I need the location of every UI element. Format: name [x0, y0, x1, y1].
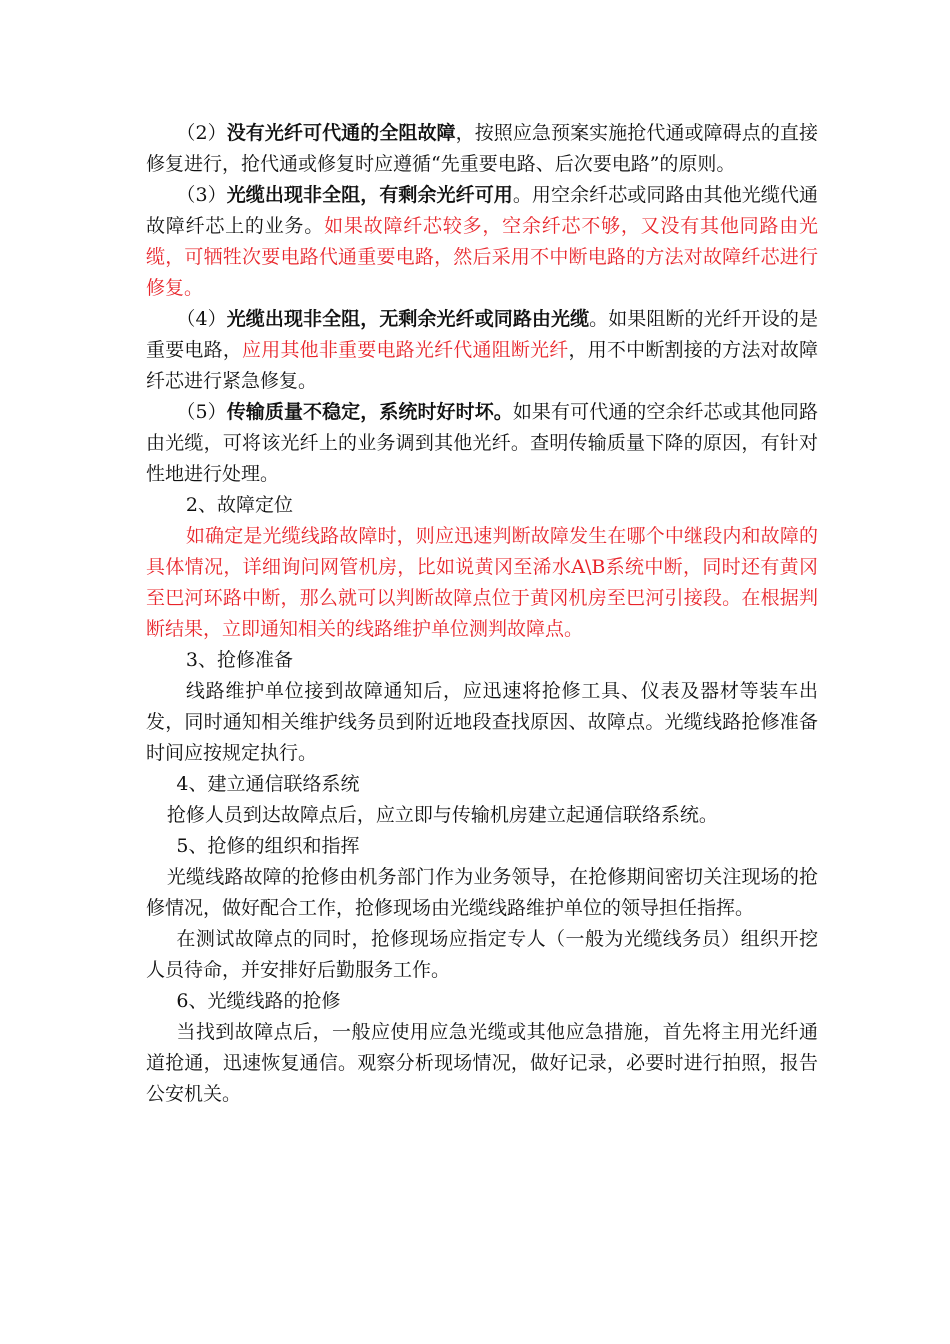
item-title-bold: 光缆出现非全阻，无剩余光纤或同路由光缆 — [226, 308, 590, 330]
item-title-bold: 没有光纤可代通的全阻故障 — [226, 122, 456, 144]
item-title-bold: 传输质量不稳定，系统时好时坏。 — [226, 401, 513, 423]
item-text: 如果有可代通的空余纤芯或其他同路由光缆，可将该光纤上的业务调到其他光纤。查明传输质量下降的原因，有针对性地进行处理。 — [146, 401, 818, 485]
document-body — [146, 118, 818, 1110]
item-title-bold: 光缆出现非全阻，有剩余光纤可用 — [226, 184, 513, 206]
paragraph-partial-outage-spare-fiber — [146, 180, 818, 304]
item-number: （3） — [176, 184, 227, 206]
paragraph-unstable-quality — [146, 397, 818, 490]
item-text: ，按照应急预案实施抢代通或障碍点的直接修复进行，抢代通或修复时应遵循“先重要电路、后次要电路”的原则。 — [146, 122, 818, 175]
highlighted-text: 应用其他非重要电路光纤代通阻断光纤 — [242, 339, 569, 361]
section-heading-cable-repair: 6、光缆线路的抢修 — [176, 990, 341, 1012]
paragraph-communication-system: 抢修人员到达故障点后，应立即与传输机房建立起通信联络系统。 — [166, 804, 718, 826]
paragraph-repair-preparation: 线路维护单位接到故障通知后，应迅速将抢修工具、仪表及器材等装车出发，同时通知相关维护线务员到附近地段查找原因、故障点。光缆线路抢修准备时间应按规定执行。 — [146, 680, 818, 764]
item-text-tail: ，用不中断割接的方法对故障纤芯进行紧急修复。 — [146, 339, 818, 392]
item-number: （4） — [176, 308, 227, 330]
section-heading-fault-location: 2、故障定位 — [185, 494, 293, 516]
highlighted-text: 如果故障纤芯较多，空余纤芯不够，又没有其他同路由光缆，可牺牲次要电路代通重要电路，然后采用不中断电路的方法对故障纤芯进行修复。 — [146, 215, 818, 299]
paragraph-cable-repair: 当找到故障点后，一般应使用应急光缆或其他应急措施，首先将主用光纤通道抢通，迅速恢复通信。观察分析现场情况，做好记录，必要时进行拍照，报告公安机关。 — [146, 1021, 818, 1105]
paragraph-no-fiber-full-outage — [146, 118, 818, 180]
section-heading-organization-command: 5、抢修的组织和指挥 — [176, 835, 360, 857]
item-number: （2） — [176, 122, 227, 144]
paragraph-organization-command: 光缆线路故障的抢修由机务部门作为业务领导，在抢修期间密切关注现场的抢修情况，做好配合工作，抢修现场由光缆线路维护单位的领导担任指挥。 — [146, 866, 818, 919]
paragraph-fault-location: 如确定是光缆线路故障时，则应迅速判断故障发生在哪个中继段内和故障的具体情况，详细询问网管机房，比如说黄冈至浠水A\B系统中断，同时还有黄冈至巴河环路中断，那么就可以判断故障点位于黄冈机房至巴河引接段。在根据判断结果，立即通知相关的线路维护单位测判故障点。 — [146, 525, 818, 640]
section-heading-repair-preparation: 3、抢修准备 — [185, 649, 293, 671]
item-text: 。用空余纤芯或同路由其他光缆代通故障纤芯上的业务。 — [146, 184, 818, 237]
paragraph-testing-staff: 在测试故障点的同时，抢修现场应指定专人（一般为光缆线务员）组织开挖人员待命，并安排好后勤服务工作。 — [146, 928, 818, 981]
section-heading-communication-system: 4、建立通信联络系统 — [176, 773, 360, 795]
item-number: （5） — [176, 401, 227, 423]
item-text: 。如果阻断的光纤开设的是重要电路， — [146, 308, 818, 361]
paragraph-partial-outage-no-spare — [146, 304, 818, 397]
